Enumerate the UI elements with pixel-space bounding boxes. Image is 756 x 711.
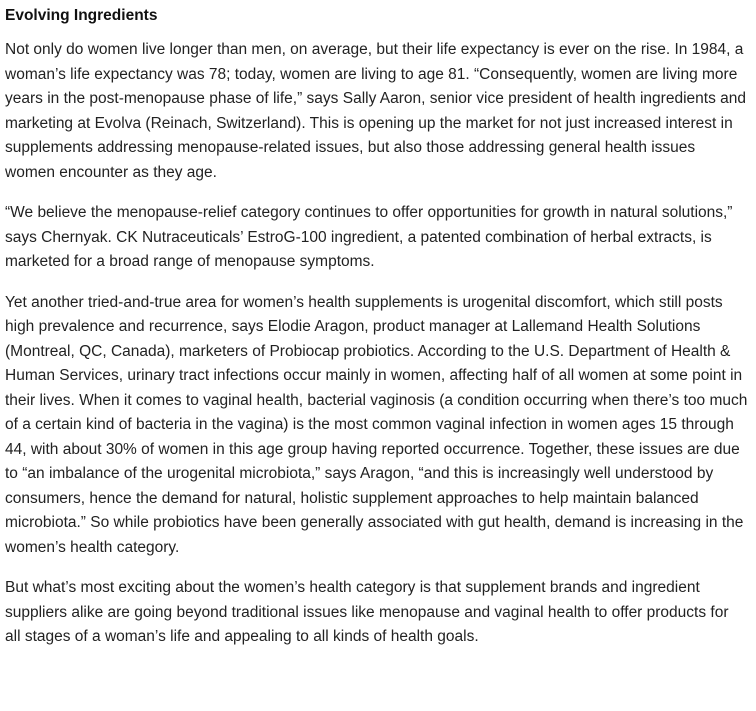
paragraph-menopause-relief: “We believe the menopause-relief category continues to offer opportunities for growth in natural solutions,” says Chernyak. CK Nutraceuticals’ EstroG-100 ingredient, a patented combination of herbal extracts, is marketed for a broad range of menopause symptoms. <box>5 204 733 270</box>
section-heading: Evolving Ingredients <box>5 7 158 24</box>
paragraph-life-stages: But what’s most exciting about the women’s health category is that supplement brands and ingredient suppliers alike are going beyond traditional issues like menopause and vaginal health to offer products for all stages of a woman’s life and appealing to all kinds of health goals. <box>5 579 729 645</box>
paragraph-life-expectancy: Not only do women live longer than men, on average, but their life expectancy is ever on the rise. In 1984, a woman’s life expectancy was 78; today, women are living to age 81. “Consequently, women are living more years in the post-menopause phase of life,” says Sally Aaron, senior vice president of health ingredients and marketing at Evolva (Reinach, Switzerland). This is opening up the market for not just increased interest in supplements addressing menopause-related issues, but also those addressing general health issues women encounter as they age. <box>5 41 746 181</box>
paragraph-urogenital-health: Yet another tried-and-true area for women’s health supplements is urogenital discomfort, which still posts high prevalence and recurrence, says Elodie Aragon, product manager at Lallemand Health Solutions (Montreal, QC, Canada), marketers of Probiocap probiotics. According to the U.S. Department of Health & Human Services, urinary tract infections occur mainly in women, affecting half of all women at some point in their lives. When it comes to vaginal health, bacterial vaginosis (a condition occurring when there’s too much of a certain kind of bacteria in the vagina) is the most common vaginal infection in women ages 15 through 44, with about 30% of women in this age group having reported occurrence. Together, these issues are due to “an imbalance of the urogenital microbiota,” says Aragon, “and this is increasingly well understood by consumers, hence the demand for natural, holistic supplement approaches to help maintain balanced microbiota.” So while probiotics have been generally associated with gut health, demand is increasing in the women’s health category. <box>5 293 748 556</box>
